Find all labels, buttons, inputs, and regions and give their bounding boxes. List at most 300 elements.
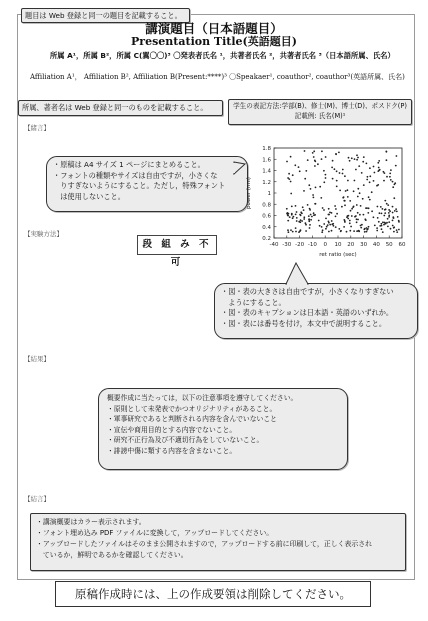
- data-point: [331, 230, 333, 232]
- data-point: [347, 189, 349, 191]
- data-point: [368, 226, 370, 228]
- data-point: [300, 211, 302, 213]
- data-point: [323, 209, 325, 211]
- y-tick-label: 1.4: [262, 168, 271, 175]
- data-point: [378, 160, 380, 162]
- data-point: [309, 227, 311, 229]
- data-point: [317, 163, 319, 165]
- data-point: [353, 190, 355, 192]
- title-instruction-text: 題目は Web 登録と同一の題目を記載すること。: [25, 11, 182, 20]
- data-point: [334, 205, 336, 207]
- data-point: [336, 170, 338, 172]
- data-point: [348, 157, 350, 159]
- data-point: [332, 178, 334, 180]
- data-point: [353, 230, 355, 232]
- data-point: [358, 165, 360, 167]
- no-column-split-label: 段 組 み 不 可: [137, 235, 217, 255]
- data-point: [373, 216, 375, 218]
- data-point: [315, 203, 317, 205]
- data-point: [335, 153, 337, 155]
- figure-callout-line: ようにすること。: [221, 297, 286, 307]
- data-point: [363, 184, 365, 186]
- x-tick-label: 20: [347, 242, 355, 248]
- data-point: [387, 218, 389, 220]
- data-point: [354, 158, 356, 160]
- figure-callout-line: ・図・表の大きさは自由ですが，小さくなりすぎない: [221, 287, 394, 296]
- data-point: [361, 172, 363, 174]
- publication-notes-line: ・フォント埋め込み PDF ファイルに変換して，アップロードしてください。: [36, 529, 274, 537]
- data-point: [360, 205, 362, 207]
- data-point: [394, 210, 396, 212]
- data-point: [290, 156, 292, 158]
- data-point: [288, 213, 290, 215]
- data-point: [395, 208, 397, 210]
- data-point: [367, 228, 369, 230]
- data-point: [286, 208, 288, 210]
- data-point: [388, 212, 390, 214]
- data-point: [323, 181, 325, 183]
- data-point: [379, 169, 381, 171]
- data-point: [335, 216, 337, 218]
- data-point: [374, 225, 376, 227]
- data-point: [356, 218, 358, 220]
- y-tick-label: 0.4: [262, 224, 271, 231]
- data-point: [389, 176, 391, 178]
- data-point: [308, 219, 310, 221]
- abstract-rules-line: 概要作成に当たっては，以下の注意事項を遵守してください。: [107, 394, 298, 402]
- data-point: [331, 167, 333, 169]
- data-point: [339, 190, 341, 192]
- data-point: [387, 204, 389, 206]
- y-tick-label: 1: [267, 191, 271, 197]
- format-callout-line: りすぎないようにすること。ただし，特殊フォント: [53, 181, 226, 190]
- data-point: [386, 222, 388, 224]
- data-point: [386, 203, 388, 205]
- data-point: [318, 220, 320, 222]
- data-point: [343, 226, 345, 228]
- data-point: [351, 157, 353, 159]
- data-point: [387, 226, 389, 228]
- data-point: [381, 213, 383, 215]
- title-english: Presentation Title(英語題目): [131, 35, 297, 48]
- data-point: [356, 159, 358, 161]
- data-point: [328, 208, 330, 210]
- data-point: [384, 200, 386, 202]
- delete-instructions-note: 原稿作成時には、上の作成要領は削除してください。: [55, 581, 371, 607]
- figure-callout-line: ・図・表のキャプションは日本語・英語のいずれか。: [221, 308, 394, 317]
- section-results-label: 【結果】: [24, 355, 50, 363]
- scatter-chart: [238, 140, 410, 260]
- data-point: [290, 193, 292, 195]
- abstract-rules-callout: [98, 388, 348, 470]
- y-tick-label: 1.8: [262, 146, 271, 152]
- data-point: [378, 167, 380, 169]
- data-point: [303, 209, 305, 211]
- plot-frame: [274, 148, 402, 238]
- data-point: [383, 171, 385, 173]
- data-point: [382, 231, 384, 233]
- format-callout-line: ・原稿は A4 サイズ 1 ページにまとめること。: [53, 160, 205, 169]
- data-point: [388, 221, 390, 223]
- data-point: [396, 229, 398, 231]
- data-point: [335, 226, 337, 228]
- data-point: [287, 229, 289, 231]
- data-point: [299, 170, 301, 172]
- data-point: [289, 216, 291, 218]
- figure-callout-pointer: [276, 262, 316, 286]
- data-point: [338, 152, 340, 154]
- data-point: [294, 164, 296, 166]
- data-point: [392, 181, 394, 183]
- data-point: [344, 204, 346, 206]
- data-point: [392, 212, 394, 214]
- data-point: [329, 224, 331, 226]
- data-point: [368, 207, 370, 209]
- data-point: [310, 219, 312, 221]
- abstract-rules-line: ・研究不正行為及び不適切行為をしていないこと。: [107, 436, 264, 444]
- data-point: [292, 217, 294, 219]
- data-point: [351, 208, 353, 210]
- degree-notation-callout: [228, 99, 412, 125]
- data-point: [343, 219, 345, 221]
- data-point: [362, 198, 364, 200]
- data-point: [380, 206, 382, 208]
- data-point: [347, 180, 349, 182]
- data-point: [342, 173, 344, 175]
- data-point: [334, 168, 336, 170]
- data-point: [321, 226, 323, 228]
- data-point: [349, 222, 351, 224]
- publication-notes-line: ているか，鮮明であるかを確認してください。: [36, 551, 188, 559]
- data-point: [328, 221, 330, 223]
- x-tick-label: -10: [307, 242, 317, 248]
- data-point: [383, 224, 385, 226]
- data-point: [366, 231, 368, 233]
- data-point: [313, 156, 315, 158]
- abstract-rules-line: ・原則として未発表でかつオリジナリティがあること。: [107, 404, 277, 413]
- data-point: [357, 188, 359, 190]
- y-tick-label: 0.6: [262, 213, 271, 220]
- data-point: [303, 190, 305, 192]
- data-point: [369, 175, 371, 177]
- data-point: [292, 174, 294, 176]
- data-point: [307, 159, 309, 161]
- data-point: [365, 219, 367, 221]
- data-point: [369, 167, 371, 169]
- data-point: [381, 228, 383, 230]
- data-point: [365, 207, 367, 209]
- data-point: [363, 156, 365, 158]
- data-point: [296, 211, 298, 213]
- data-point: [299, 221, 301, 223]
- data-point: [397, 216, 399, 218]
- data-point: [347, 196, 349, 198]
- data-point: [355, 169, 357, 171]
- data-point: [295, 231, 297, 233]
- abstract-rules-line: ・軍事研究であると判断される内容を含んでいないこと: [107, 415, 277, 423]
- data-point: [345, 190, 347, 192]
- data-point: [302, 206, 304, 208]
- data-point: [382, 221, 384, 223]
- data-point: [331, 220, 333, 222]
- data-point: [328, 214, 330, 216]
- data-point: [386, 151, 388, 153]
- degree-notation-line2: 記載例: 氏名(M)¹: [294, 112, 346, 120]
- title-japanese: 講演題目（日本語題目）: [145, 21, 283, 36]
- data-point: [332, 160, 334, 162]
- data-point: [392, 186, 394, 188]
- data-point: [321, 158, 323, 160]
- data-point: [363, 214, 365, 216]
- section-conclusion-label: 【結言】: [24, 495, 50, 503]
- data-point: [384, 212, 386, 214]
- data-point: [336, 186, 338, 188]
- data-point: [349, 220, 351, 222]
- data-point: [377, 162, 379, 164]
- data-point: [356, 154, 358, 156]
- data-point: [381, 225, 383, 227]
- data-point: [393, 231, 395, 233]
- data-point: [325, 218, 327, 220]
- data-point: [389, 173, 391, 175]
- data-point: [382, 208, 384, 210]
- data-point: [373, 166, 375, 168]
- data-point: [295, 205, 297, 207]
- data-point: [367, 212, 369, 214]
- data-point: [381, 223, 383, 225]
- data-point: [357, 196, 359, 198]
- data-point: [389, 210, 391, 212]
- data-point: [358, 231, 360, 233]
- x-tick-label: 60: [398, 242, 406, 248]
- data-point: [344, 175, 346, 177]
- data-point: [303, 216, 305, 218]
- data-point: [356, 230, 358, 232]
- data-point: [321, 231, 323, 233]
- data-point: [322, 229, 324, 231]
- data-point: [335, 208, 337, 210]
- data-point: [354, 180, 356, 182]
- data-point: [367, 176, 369, 178]
- data-point: [296, 217, 298, 219]
- data-point: [312, 194, 314, 196]
- data-point: [360, 227, 362, 229]
- data-point: [359, 192, 361, 194]
- data-point: [392, 206, 394, 208]
- data-point: [314, 161, 316, 163]
- x-axis-label: ret ratio (sec): [319, 252, 357, 258]
- data-point: [313, 197, 315, 199]
- affiliations-english: Affiliation A¹， Affiliation B², Affiliation B(Present:****)³ 〇Speakaer¹, coauthor², coauthor³(英語所属、氏名): [30, 73, 405, 81]
- data-point: [344, 221, 346, 223]
- publication-notes-line: ・講演概要はカラー表示されます。: [36, 518, 146, 526]
- data-point: [393, 217, 395, 219]
- data-point: [305, 230, 307, 232]
- authors-instruction-callout: [18, 100, 223, 116]
- data-point: [379, 212, 381, 214]
- data-point: [319, 225, 321, 227]
- data-point: [291, 213, 293, 215]
- data-point: [390, 228, 392, 230]
- data-point: [396, 231, 398, 233]
- data-point: [383, 215, 385, 217]
- data-point: [320, 197, 322, 199]
- data-point: [374, 172, 376, 174]
- data-point: [339, 172, 341, 174]
- y-tick-label: 1.6: [262, 157, 271, 164]
- data-point: [395, 165, 397, 167]
- data-point: [384, 209, 386, 211]
- data-point: [304, 178, 306, 180]
- data-point: [286, 161, 288, 163]
- data-point: [310, 188, 312, 190]
- data-point: [349, 230, 351, 232]
- data-point: [308, 215, 310, 217]
- data-point: [319, 186, 321, 188]
- data-point: [315, 187, 317, 189]
- data-point: [349, 160, 351, 162]
- data-point: [300, 219, 302, 221]
- data-point: [305, 222, 307, 224]
- data-point: [310, 214, 312, 216]
- figure-callout: [214, 283, 418, 339]
- data-point: [311, 216, 313, 218]
- data-point: [376, 227, 378, 229]
- data-point: [364, 231, 366, 233]
- data-point: [340, 230, 342, 232]
- data-point: [308, 184, 310, 186]
- data-point: [377, 184, 379, 186]
- data-point: [377, 206, 379, 208]
- data-point: [326, 226, 328, 228]
- data-point: [314, 165, 316, 167]
- data-point: [298, 166, 300, 168]
- data-point: [392, 225, 394, 227]
- data-point: [369, 199, 371, 201]
- data-point: [313, 150, 315, 152]
- data-point: [393, 197, 395, 199]
- data-point: [393, 226, 395, 228]
- data-point: [313, 214, 315, 216]
- degree-notation-line1: 学生の表記方法:学部(B)、修士(M)、博士(D)、ポスドク(P): [233, 102, 407, 110]
- data-point: [377, 217, 379, 219]
- data-point: [323, 223, 325, 225]
- data-point: [347, 215, 349, 217]
- data-point: [398, 221, 400, 223]
- y-tick-label: 1.2: [262, 179, 271, 186]
- data-point: [386, 176, 388, 178]
- data-point: [325, 174, 327, 176]
- data-point: [290, 229, 292, 231]
- data-point: [329, 212, 331, 214]
- data-point: [342, 169, 344, 171]
- data-point: [290, 181, 292, 183]
- data-point: [309, 224, 311, 226]
- data-point: [376, 230, 378, 232]
- x-tick-label: 0: [323, 242, 327, 248]
- data-point: [394, 182, 396, 184]
- data-point: [366, 179, 368, 181]
- data-point: [292, 231, 294, 233]
- data-point: [388, 215, 390, 217]
- data-point: [325, 177, 327, 179]
- data-point: [295, 214, 297, 216]
- abstract-rules-line: ・宣伝や商用目的とする内容でないこと。: [107, 425, 237, 434]
- section-intro-label: 【緒言】: [24, 124, 50, 132]
- abstract-rules-line: ・誹謗中傷に類する内容を含まないこと。: [107, 446, 237, 455]
- data-point: [321, 150, 323, 152]
- data-point: [357, 157, 359, 159]
- data-point: [338, 228, 340, 230]
- figure-callout-line: ・図・表には番号を付け，本文中で説明すること。: [221, 318, 387, 328]
- data-point: [378, 221, 380, 223]
- data-point: [350, 226, 352, 228]
- x-tick-label: 30: [360, 242, 368, 248]
- data-point: [312, 152, 314, 154]
- y-tick-label: 0.8: [262, 202, 271, 209]
- authors-japanese: 所属 A¹，所属 B²，所属 C(翼〇〇)³ 〇発表者氏名 ¹，共著者氏名 ²，共著者氏名 ³（日本語所属、氏名）: [50, 51, 395, 60]
- data-point: [288, 173, 290, 175]
- data-point: [350, 210, 352, 212]
- x-tick-label: 40: [372, 242, 380, 248]
- data-point: [396, 211, 398, 213]
- x-tick-label: -40: [269, 242, 279, 248]
- publication-notes-callout: [30, 513, 406, 571]
- data-point: [309, 209, 311, 211]
- data-point: [369, 181, 371, 183]
- data-point: [386, 159, 388, 161]
- data-point: [287, 220, 289, 222]
- x-tick-label: 50: [385, 242, 393, 248]
- data-point: [295, 227, 297, 229]
- data-point: [296, 220, 298, 222]
- data-point: [332, 223, 334, 225]
- data-point: [383, 180, 385, 182]
- y-tick-label: 0.2: [262, 236, 271, 242]
- data-point: [355, 215, 357, 217]
- data-point: [371, 210, 373, 212]
- data-point: [288, 231, 290, 233]
- data-point: [299, 214, 301, 216]
- data-point: [364, 228, 366, 230]
- data-point: [287, 177, 289, 179]
- data-point: [305, 170, 307, 172]
- data-point: [359, 214, 361, 216]
- data-point: [303, 218, 305, 220]
- data-point: [371, 191, 373, 193]
- x-tick-label: -20: [295, 242, 305, 248]
- data-point: [360, 225, 362, 227]
- data-point: [343, 196, 345, 198]
- y-axis-label: power (nm): [246, 177, 252, 209]
- data-point: [362, 161, 364, 163]
- authors-instruction-text: 所属、著者名は Web 登録と同一のものを記載すること。: [22, 103, 208, 112]
- data-point: [390, 179, 392, 181]
- data-point: [398, 229, 400, 231]
- data-point: [356, 221, 358, 223]
- data-point: [346, 231, 348, 233]
- data-point: [325, 228, 327, 230]
- data-point: [323, 170, 325, 172]
- data-point: [333, 225, 335, 227]
- data-point: [291, 206, 293, 208]
- data-point: [396, 155, 398, 157]
- data-point: [392, 220, 394, 222]
- data-point: [328, 231, 330, 233]
- data-point: [293, 216, 295, 218]
- data-point: [344, 200, 346, 202]
- x-tick-label: -30: [282, 242, 292, 248]
